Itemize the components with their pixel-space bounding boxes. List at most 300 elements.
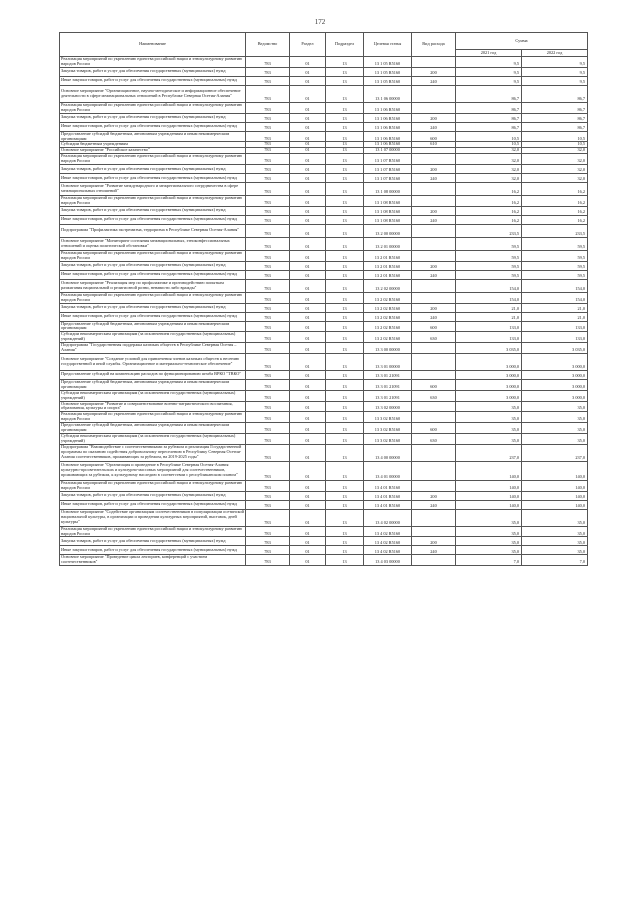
cell-expense-type: 610: [412, 142, 456, 148]
cell-name: Подпрограмма "Профилактика экстремизма, терроризма в Республике Северная Осетия-Алания": [60, 224, 246, 237]
cell-ministry: 783: [246, 270, 290, 279]
cell-amount-2022: 133,0: [522, 321, 588, 332]
cell-target: 13 3 01 21091: [364, 370, 412, 379]
cell-target: 13 3 00 00000: [364, 343, 412, 354]
table-row: [60, 434, 588, 445]
cell-subsection: 13: [326, 183, 364, 196]
table-row: [60, 196, 588, 207]
table-row: [60, 215, 588, 224]
cell-amount-2022: 35,0: [522, 509, 588, 526]
table-row: [60, 165, 588, 174]
cell-ministry: 783: [246, 303, 290, 312]
cell-subsection: 13: [326, 509, 364, 526]
cell-expense-type: 600: [412, 423, 456, 434]
cell-expense-type: [412, 343, 456, 354]
cell-expense-type: 630: [412, 434, 456, 445]
table-row: [60, 122, 588, 131]
cell-ministry: 783: [246, 491, 290, 500]
cell-amount-2022: 133,0: [522, 332, 588, 343]
cell-name: Субсидии некоммерческим организациям (за исключением государственных (муниципальных) учреждений): [60, 434, 246, 445]
cell-ministry: 783: [246, 312, 290, 321]
cell-subsection: 13: [326, 224, 364, 237]
cell-name: Закупка товаров, работ и услуг для обеспечения государственных (муниципальных) нужд: [60, 165, 246, 174]
cell-amount-2022: 9,5: [522, 57, 588, 68]
cell-amount-2022: 59,5: [522, 261, 588, 270]
cell-expense-type: [412, 196, 456, 207]
cell-subsection: 13: [326, 401, 364, 412]
cell-name: Закупка товаров, работ и услуг для обеспечения государственных (муниципальных) нужд: [60, 206, 246, 215]
cell-ministry: 783: [246, 57, 290, 68]
cell-name: Реализация мероприятий по укреплению единства российской нации и этнокультурному развитию народов России: [60, 196, 246, 207]
cell-expense-type: [412, 480, 456, 491]
cell-section: 01: [290, 206, 326, 215]
cell-amount-2022: 59,5: [522, 270, 588, 279]
cell-section: 01: [290, 174, 326, 183]
cell-amount-2021: 140,0: [456, 491, 522, 500]
cell-subsection: 13: [326, 165, 364, 174]
cell-section: 01: [290, 526, 326, 537]
cell-ministry: 783: [246, 292, 290, 303]
header-ministry: Ведомство: [246, 33, 290, 57]
cell-section: 01: [290, 113, 326, 122]
cell-ministry: 783: [246, 434, 290, 445]
cell-amount-2022: 86,7: [522, 102, 588, 113]
cell-expense-type: [412, 85, 456, 102]
cell-amount-2021: 35,0: [456, 434, 522, 445]
cell-expense-type: [412, 237, 456, 250]
table-row: [60, 183, 588, 196]
cell-amount-2021: 35,0: [456, 526, 522, 537]
table-row: [60, 206, 588, 215]
cell-ministry: 783: [246, 206, 290, 215]
header-expense-type: Вид расхода: [412, 33, 456, 57]
cell-amount-2022: 35,0: [522, 537, 588, 546]
cell-name: Реализация мероприятий по укреплению единства российской нации и этнокультурному развитию народов России: [60, 250, 246, 261]
cell-expense-type: 240: [412, 270, 456, 279]
cell-name: Субсидии некоммерческим организациям (за исключением государственных (муниципальных) учреждений): [60, 390, 246, 401]
cell-subsection: 13: [326, 237, 364, 250]
cell-ministry: 783: [246, 332, 290, 343]
cell-subsection: 13: [326, 546, 364, 555]
cell-target: 13 1 07 R5160: [364, 174, 412, 183]
cell-subsection: 13: [326, 122, 364, 131]
cell-section: 01: [290, 546, 326, 555]
cell-ministry: 783: [246, 379, 290, 390]
cell-target: 13 4 02 00000: [364, 509, 412, 526]
cell-subsection: 13: [326, 154, 364, 165]
cell-amount-2022: 35,0: [522, 401, 588, 412]
cell-amount-2021: 35,0: [456, 412, 522, 423]
cell-amount-2022: 233,5: [522, 224, 588, 237]
cell-target: 13 3 01 00000: [364, 353, 412, 370]
cell-name: Основное мероприятие "Организация и проведение в Республике Северная Осетия-Алания культурно-просветительских и культурно-массовых мероприятий для соотечественников, проживающих за рубежом, к культурному наследию в соответствии с республиканским планом": [60, 461, 246, 480]
cell-amount-2021: 16,2: [456, 183, 522, 196]
table-row: [60, 113, 588, 122]
cell-target: 13 1 08 00000: [364, 183, 412, 196]
cell-target: 13 1 05 R5160: [364, 76, 412, 85]
cell-expense-type: 200: [412, 206, 456, 215]
cell-subsection: 13: [326, 353, 364, 370]
cell-subsection: 13: [326, 461, 364, 480]
cell-ministry: 783: [246, 148, 290, 154]
cell-target: 13 2 02 R5160: [364, 292, 412, 303]
cell-ministry: 783: [246, 237, 290, 250]
cell-section: 01: [290, 401, 326, 412]
cell-section: 01: [290, 261, 326, 270]
cell-name: Иные закупки товаров, работ и услуг для обеспечения государственных (муниципальных) нужд: [60, 500, 246, 509]
cell-expense-type: 630: [412, 332, 456, 343]
cell-amount-2022: 86,7: [522, 122, 588, 131]
cell-expense-type: [412, 444, 456, 461]
cell-amount-2022: 32,0: [522, 148, 588, 154]
cell-ministry: 783: [246, 444, 290, 461]
cell-section: 01: [290, 379, 326, 390]
table-row: [60, 509, 588, 526]
cell-subsection: 13: [326, 412, 364, 423]
cell-ministry: 783: [246, 509, 290, 526]
table-row: [60, 353, 588, 370]
cell-subsection: 13: [326, 250, 364, 261]
cell-name: Закупка товаров, работ и услуг для обеспечения государственных (муниципальных) нужд: [60, 303, 246, 312]
cell-ministry: 783: [246, 154, 290, 165]
cell-amount-2021: 3 000,0: [456, 370, 522, 379]
cell-ministry: 783: [246, 67, 290, 76]
cell-section: 01: [290, 332, 326, 343]
table-row: [60, 131, 588, 142]
cell-section: 01: [290, 500, 326, 509]
cell-amount-2021: 59,5: [456, 270, 522, 279]
cell-amount-2022: 21,0: [522, 312, 588, 321]
cell-amount-2021: 16,2: [456, 206, 522, 215]
cell-amount-2021: 32,0: [456, 165, 522, 174]
cell-expense-type: 240: [412, 500, 456, 509]
cell-amount-2021: 59,5: [456, 250, 522, 261]
cell-name: Основное мероприятие "Содействие организациям соотечественников в популяризации осетинской национальной культуры, в организации и проведении культурных мероприятий, выставок, дней культуры": [60, 509, 246, 526]
cell-expense-type: 240: [412, 215, 456, 224]
cell-ministry: 783: [246, 183, 290, 196]
cell-expense-type: 600: [412, 321, 456, 332]
cell-section: 01: [290, 292, 326, 303]
header-subsection: Подраздел: [326, 33, 364, 57]
cell-name: Основное мероприятие "Проведение цикла лекториев, конференций с участием соотечественников": [60, 555, 246, 566]
cell-section: 01: [290, 321, 326, 332]
cell-amount-2021: 9,5: [456, 67, 522, 76]
cell-ministry: 783: [246, 412, 290, 423]
cell-expense-type: [412, 250, 456, 261]
cell-target: 13 3 02 R5160: [364, 412, 412, 423]
cell-section: 01: [290, 131, 326, 142]
cell-target: 13 1 05 R5160: [364, 67, 412, 76]
cell-ministry: 783: [246, 122, 290, 131]
cell-name: Иные закупки товаров, работ и услуг для обеспечения государственных (муниципальных) нужд: [60, 270, 246, 279]
cell-amount-2021: 35,0: [456, 537, 522, 546]
cell-target: 13 3 01 21091: [364, 390, 412, 401]
cell-target: 13 1 06 00000: [364, 85, 412, 102]
cell-amount-2022: 35,0: [522, 423, 588, 434]
cell-amount-2022: 154,0: [522, 292, 588, 303]
cell-subsection: 13: [326, 303, 364, 312]
cell-amount-2022: 35,0: [522, 412, 588, 423]
cell-subsection: 13: [326, 390, 364, 401]
cell-amount-2022: 32,0: [522, 165, 588, 174]
cell-ministry: 783: [246, 353, 290, 370]
cell-target: 13 4 01 R5160: [364, 500, 412, 509]
cell-subsection: 13: [326, 500, 364, 509]
cell-amount-2021: 35,0: [456, 423, 522, 434]
cell-amount-2021: 21,0: [456, 303, 522, 312]
cell-section: 01: [290, 122, 326, 131]
cell-section: 01: [290, 237, 326, 250]
cell-amount-2022: 16,2: [522, 215, 588, 224]
table-row: [60, 67, 588, 76]
cell-amount-2021: 16,2: [456, 196, 522, 207]
cell-subsection: 13: [326, 76, 364, 85]
cell-target: 13 2 02 R5160: [364, 303, 412, 312]
table-row: [60, 412, 588, 423]
cell-subsection: 13: [326, 332, 364, 343]
cell-expense-type: 200: [412, 165, 456, 174]
table-row: [60, 292, 588, 303]
cell-amount-2022: 35,0: [522, 526, 588, 537]
cell-expense-type: 240: [412, 546, 456, 555]
cell-ministry: 783: [246, 165, 290, 174]
cell-subsection: 13: [326, 537, 364, 546]
cell-amount-2021: 35,0: [456, 509, 522, 526]
cell-amount-2021: 32,0: [456, 154, 522, 165]
cell-name: Закупка товаров, работ и услуг для обеспечения государственных (муниципальных) нужд: [60, 261, 246, 270]
cell-subsection: 13: [326, 131, 364, 142]
cell-ministry: 783: [246, 261, 290, 270]
cell-expense-type: [412, 412, 456, 423]
cell-ministry: 783: [246, 500, 290, 509]
cell-amount-2022: 140,0: [522, 461, 588, 480]
cell-name: Закупка товаров, работ и услуг для обеспечения государственных (муниципальных) нужд: [60, 113, 246, 122]
cell-amount-2021: 10,5: [456, 142, 522, 148]
cell-expense-type: [412, 102, 456, 113]
cell-subsection: 13: [326, 261, 364, 270]
cell-amount-2022: 35,0: [522, 434, 588, 445]
cell-amount-2021: 32,0: [456, 148, 522, 154]
cell-expense-type: [412, 183, 456, 196]
cell-amount-2021: 86,7: [456, 102, 522, 113]
cell-target: 13 2 01 00000: [364, 237, 412, 250]
cell-amount-2021: 16,2: [456, 215, 522, 224]
cell-section: 01: [290, 279, 326, 292]
cell-amount-2022: 35,0: [522, 546, 588, 555]
cell-subsection: 13: [326, 555, 364, 566]
table-row: [60, 423, 588, 434]
cell-amount-2022: 86,7: [522, 85, 588, 102]
cell-subsection: 13: [326, 57, 364, 68]
table-row: [60, 312, 588, 321]
cell-target: 13 1 06 R5160: [364, 131, 412, 142]
cell-expense-type: 600: [412, 379, 456, 390]
table-row: [60, 102, 588, 113]
table-row: [60, 370, 588, 379]
cell-target: 13 2 02 R5160: [364, 321, 412, 332]
cell-target: 13 1 08 R5160: [364, 196, 412, 207]
cell-target: 13 2 01 R5160: [364, 250, 412, 261]
cell-target: 13 3 02 00000: [364, 401, 412, 412]
cell-ministry: 783: [246, 423, 290, 434]
cell-target: 13 3 02 R5160: [364, 423, 412, 434]
cell-target: 13 1 06 R5160: [364, 102, 412, 113]
cell-target: 13 4 01 R5160: [364, 480, 412, 491]
cell-amount-2022: 21,0: [522, 303, 588, 312]
cell-name: Предоставление субсидий бюджетным, автономным учреждениям и иным некоммерческим организациям: [60, 131, 246, 142]
cell-ministry: 783: [246, 224, 290, 237]
cell-subsection: 13: [326, 379, 364, 390]
cell-expense-type: [412, 353, 456, 370]
cell-name: Реализация мероприятий по укреплению единства российской нации и этнокультурному развитию народов России: [60, 57, 246, 68]
cell-expense-type: 240: [412, 312, 456, 321]
cell-subsection: 13: [326, 491, 364, 500]
cell-name: Подпрограмма "Взаимодействие с соотечественниками за рубежом и реализация Государственной программы по оказанию содействия добровольному переселению в Республику Северная Осетия-Алания соотечественников, проживающих за рубежом, на 2019-2025 годы": [60, 444, 246, 461]
cell-expense-type: 600: [412, 131, 456, 142]
cell-subsection: 13: [326, 423, 364, 434]
cell-name: Основное мероприятие "Развитие международного и межрегионального сотрудничества в сфере межнациональных отношений": [60, 183, 246, 196]
cell-subsection: 13: [326, 312, 364, 321]
cell-subsection: 13: [326, 292, 364, 303]
cell-section: 01: [290, 250, 326, 261]
cell-ministry: 783: [246, 555, 290, 566]
cell-amount-2021: 86,7: [456, 122, 522, 131]
cell-name: Предоставление субсидий бюджетным, автономным учреждениям и иным некоммерческим организациям: [60, 379, 246, 390]
table-row: [60, 57, 588, 68]
cell-section: 01: [290, 444, 326, 461]
cell-expense-type: 240: [412, 76, 456, 85]
cell-section: 01: [290, 142, 326, 148]
cell-subsection: 13: [326, 174, 364, 183]
cell-section: 01: [290, 312, 326, 321]
cell-target: 13 2 02 00000: [364, 279, 412, 292]
cell-name: Реализация мероприятий по укреплению единства российской нации и этнокультурному развитию народов России: [60, 102, 246, 113]
cell-expense-type: [412, 401, 456, 412]
cell-subsection: 13: [326, 206, 364, 215]
table-row: [60, 480, 588, 491]
cell-target: 13 4 02 R5160: [364, 546, 412, 555]
table-row: [60, 174, 588, 183]
cell-ministry: 783: [246, 537, 290, 546]
cell-section: 01: [290, 76, 326, 85]
cell-target: 13 4 02 R5160: [364, 537, 412, 546]
cell-name: Иные закупки товаров, работ и услуг для обеспечения государственных (муниципальных) нужд: [60, 122, 246, 131]
table-row: [60, 500, 588, 509]
cell-subsection: 13: [326, 113, 364, 122]
cell-subsection: 13: [326, 526, 364, 537]
cell-section: 01: [290, 270, 326, 279]
cell-name: Основное мероприятие "Реализация мер по профилактике и противодействию попыткам разжигания национальной и религиозной розни, ненависти либо вражды": [60, 279, 246, 292]
cell-amount-2021: 7,0: [456, 555, 522, 566]
cell-ministry: 783: [246, 321, 290, 332]
cell-name: Реализация мероприятий по укреплению единства российской нации и этнокультурному развитию народов России: [60, 526, 246, 537]
cell-amount-2021: 233,5: [456, 224, 522, 237]
cell-ministry: 783: [246, 370, 290, 379]
cell-section: 01: [290, 480, 326, 491]
cell-ministry: 783: [246, 196, 290, 207]
table-row: [60, 332, 588, 343]
cell-expense-type: 240: [412, 122, 456, 131]
cell-amount-2022: 86,7: [522, 113, 588, 122]
header-amount: Сумма: [456, 33, 588, 50]
cell-amount-2021: 133,0: [456, 321, 522, 332]
cell-section: 01: [290, 412, 326, 423]
cell-subsection: 13: [326, 444, 364, 461]
cell-ministry: 783: [246, 85, 290, 102]
cell-amount-2022: 154,0: [522, 279, 588, 292]
cell-amount-2021: 3 000,0: [456, 353, 522, 370]
cell-name: Основное мероприятие "Российское казачество": [60, 148, 246, 154]
cell-subsection: 13: [326, 370, 364, 379]
cell-amount-2022: 16,2: [522, 206, 588, 215]
cell-name: Реализация мероприятий по укреплению единства российской нации и этнокультурному развитию народов России: [60, 154, 246, 165]
cell-expense-type: [412, 370, 456, 379]
cell-section: 01: [290, 423, 326, 434]
cell-amount-2021: 140,0: [456, 500, 522, 509]
table-row: [60, 85, 588, 102]
cell-subsection: 13: [326, 321, 364, 332]
cell-expense-type: [412, 509, 456, 526]
cell-amount-2022: 16,2: [522, 183, 588, 196]
cell-name: Реализация мероприятий по укреплению единства российской нации и этнокультурному развитию народов России: [60, 480, 246, 491]
cell-expense-type: 200: [412, 537, 456, 546]
cell-amount-2022: 16,2: [522, 196, 588, 207]
cell-target: 13 1 08 R5160: [364, 206, 412, 215]
cell-target: 13 4 00 00000: [364, 444, 412, 461]
cell-ministry: 783: [246, 279, 290, 292]
cell-section: 01: [290, 343, 326, 354]
cell-expense-type: 200: [412, 261, 456, 270]
cell-target: 13 1 08 R5160: [364, 215, 412, 224]
cell-ministry: 783: [246, 390, 290, 401]
cell-amount-2022: 9,5: [522, 76, 588, 85]
table-row: [60, 526, 588, 537]
cell-amount-2022: 3 000,0: [522, 370, 588, 379]
cell-target: 13 1 05 R5160: [364, 57, 412, 68]
cell-amount-2022: 3 000,0: [522, 390, 588, 401]
cell-amount-2021: 35,0: [456, 401, 522, 412]
cell-amount-2022: 10,5: [522, 142, 588, 148]
cell-ministry: 783: [246, 131, 290, 142]
cell-amount-2021: 9,5: [456, 76, 522, 85]
cell-amount-2021: 140,0: [456, 461, 522, 480]
table-row: [60, 261, 588, 270]
cell-section: 01: [290, 303, 326, 312]
table-row: [60, 321, 588, 332]
cell-target: 13 1 06 R5160: [364, 113, 412, 122]
cell-section: 01: [290, 148, 326, 154]
cell-section: 01: [290, 390, 326, 401]
header-section: Раздел: [290, 33, 326, 57]
cell-expense-type: 200: [412, 303, 456, 312]
cell-expense-type: 630: [412, 390, 456, 401]
cell-expense-type: 200: [412, 113, 456, 122]
budget-table: [59, 32, 588, 566]
cell-ministry: 783: [246, 215, 290, 224]
header-year-2021: 2021 год: [456, 50, 522, 57]
cell-section: 01: [290, 196, 326, 207]
cell-amount-2021: 140,0: [456, 480, 522, 491]
cell-section: 01: [290, 555, 326, 566]
table-row: [60, 303, 588, 312]
cell-name: Иные закупки товаров, работ и услуг для обеспечения государственных (муниципальных) нужд: [60, 546, 246, 555]
cell-name: Иные закупки товаров, работ и услуг для обеспечения государственных (муниципальных) нужд: [60, 312, 246, 321]
table-row: [60, 379, 588, 390]
cell-subsection: 13: [326, 215, 364, 224]
cell-target: 13 1 07 00000: [364, 148, 412, 154]
cell-subsection: 13: [326, 343, 364, 354]
table-row: [60, 270, 588, 279]
